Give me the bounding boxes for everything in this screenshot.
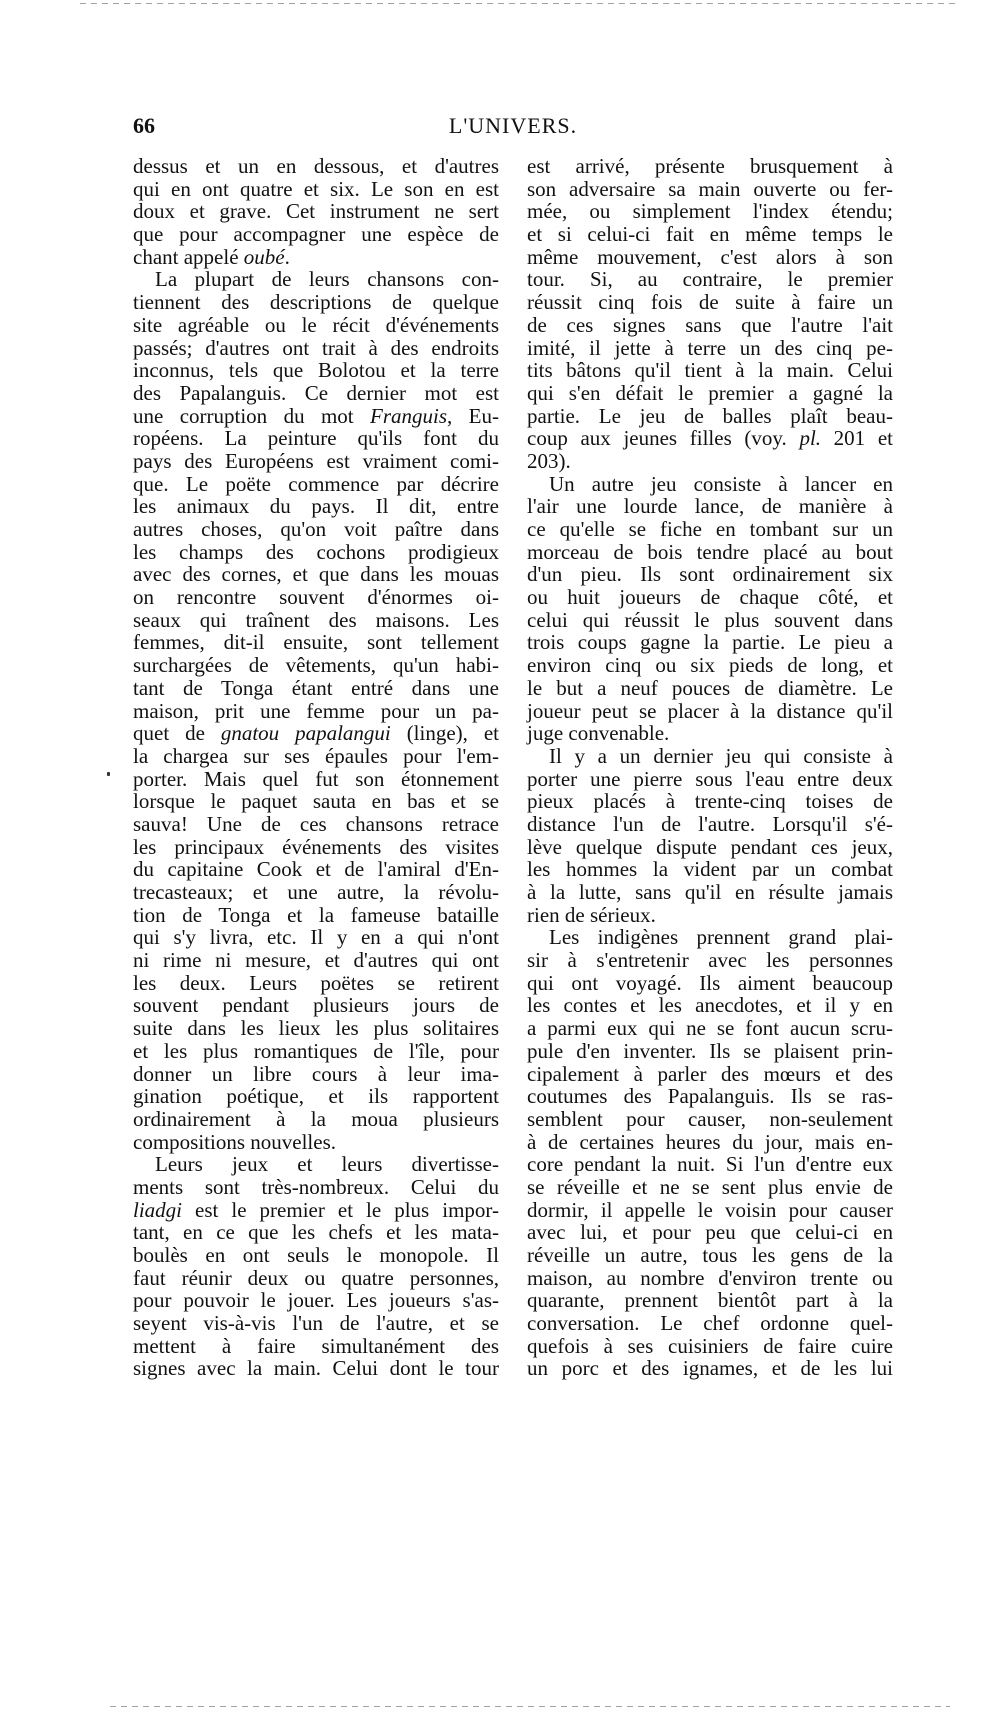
text-line [133,200,499,223]
text-line [133,700,499,723]
text-line [133,495,499,518]
text-line [527,586,893,609]
text-segment: la chargea sur ses épaules pour l'em- [133,743,499,768]
text-line [527,1176,893,1199]
text-line [133,1289,499,1312]
text-segment: seaux qui traînent des maisons. Les [133,607,499,632]
text-segment: tant de Tonga étant entré dans une [133,675,499,700]
text-line [527,904,893,927]
text-segment: sauva! Une de ces chansons retrace [133,811,499,836]
text-segment: mettent à faire simultanément des [133,1333,499,1358]
text-segment: le but a neuf pouces de diamètre. Le [527,675,893,700]
text-line [133,1153,499,1176]
text-line [133,1131,499,1154]
text-line [133,359,499,382]
text-segment: on rencontre souvent d'énormes oi- [133,585,499,610]
text-segment: à la lutte, sans qu'il en résulte jamais [527,880,893,904]
text-segment: La plupart de leurs chansons con- [155,267,499,292]
text-line [527,1131,893,1154]
text-segment: qui s'y livra, etc. Il y en a qui n'ont [133,925,499,950]
text-line [133,1267,499,1290]
text-line [527,1040,893,1063]
text-line [527,1357,893,1380]
text-line [133,382,499,405]
text-line [527,1267,893,1290]
text-line [133,450,499,473]
text-line [527,631,893,654]
text-segment: a parmi eux qui ne se font aucun scru- [527,1016,893,1041]
text-segment: même mouvement, c'est alors à son [527,244,893,269]
text-line [527,518,893,541]
text-line [133,926,499,949]
text-line [527,473,893,496]
text-line [133,268,499,291]
text-line [133,949,499,972]
text-line [527,700,893,723]
text-segment: les animaux du pays. Il dit, entre [133,494,499,519]
text-segment: quarante, prennent bientôt part à la [527,1288,893,1313]
text-line [527,1085,893,1108]
text-segment: trecasteaux; et une autre, la révolu- [133,880,499,904]
text-line [527,246,893,269]
text-segment: partie. Le jeu de balles plaît beau- [527,403,893,428]
running-head: L'UNIVERS. [448,113,578,138]
text-line [133,337,499,360]
text-segment: les hommes la vident par un combat [527,857,893,882]
text-segment: joueur peut se placer à la distance qu'il [527,698,893,723]
text-segment: Leurs jeux et leurs divertisse- [155,1152,499,1177]
text-line [527,1108,893,1131]
text-segment: coutumes des Papalanguis. Ils se ras- [527,1084,893,1109]
text-segment: et si celui-ci fait en même temps le [527,222,893,247]
text-segment: pule d'en inventer. Ils se plaisent prin- [527,1038,893,1063]
text-line [133,994,499,1017]
text-line [133,768,499,791]
text-segment: Il y a un dernier jeu qui consiste à [549,743,893,768]
text-line [133,745,499,768]
text-line [527,972,893,995]
text-line [133,654,499,677]
text-line [527,563,893,586]
text-segment: tits bâtons qu'il tient à la main. Celui [527,358,893,383]
text-segment: ou huit joueurs de chaque côté, et [527,585,893,610]
text-line [133,541,499,564]
text-segment: 201 et [821,426,893,451]
text-segment: qui ont voyagé. Ils aiment beaucoup [527,970,893,995]
text-line [527,178,893,201]
text-segment: d'un pieu. Ils sont ordinairement six [527,562,893,587]
text-line [527,1153,893,1176]
text-line [133,631,499,654]
text-segment: imité, il jette à terre un des cinq pe- [527,335,893,360]
text-segment: les champs des cochons prodigieux [133,539,499,564]
text-line [527,314,893,337]
text-line [527,722,893,745]
text-line [133,836,499,859]
text-line [527,790,893,813]
text-segment: dormir, il appelle le voisin pour causer [527,1197,893,1222]
text-segment: est le premier et le plus impor- [182,1197,499,1222]
italic-text: oubé [243,244,285,269]
text-line [133,858,499,881]
text-segment: morceau de bois tendre placé au bout [527,539,893,564]
text-line [133,722,499,745]
text-segment: dessus et un en dessous, et d'autres [133,154,499,178]
text-line [527,1221,893,1244]
text-line [133,291,499,314]
text-segment: quefois à ses cuisiniers de faire cuire [527,1333,893,1358]
text-line [133,1335,499,1358]
text-line [133,972,499,995]
text-segment: ordinairement à la moua plusieurs [133,1106,499,1131]
text-segment: gination poétique, et ils rapportent [133,1084,499,1109]
text-segment: se réveille et ne se sent plus envie de [527,1174,893,1199]
text-segment: . [284,244,290,269]
text-line [133,314,499,337]
italic-text: gnatou papalangui [220,721,391,746]
text-line [133,790,499,813]
text-segment: et les plus romantiques de l'île, pour [133,1038,499,1063]
text-line [527,609,893,632]
text-line [133,1221,499,1244]
text-segment: seyent vis-à-vis l'un de l'autre, et se [133,1311,499,1336]
text-line [133,246,499,269]
text-line [527,405,893,428]
scan-border-top [80,3,960,4]
text-segment: celui qui réussit le plus souvent dans [527,607,893,632]
italic-text: Franguis [370,403,448,428]
text-line [527,813,893,836]
text-segment: femmes, dit-il ensuite, sont tellement [133,630,499,655]
text-line [133,1017,499,1040]
text-segment: porter une pierre sous l'eau entre deux [527,766,893,791]
text-segment: les deux. Leurs poëtes se retirent [133,970,499,995]
text-line [527,223,893,246]
text-segment: ments sont très-nombreux. Celui du [133,1174,499,1199]
text-line [527,291,893,314]
text-segment: du capitaine Cook et de l'amiral d'En- [133,857,499,882]
italic-text: pl. [799,426,822,451]
text-line [133,223,499,246]
text-line [527,1017,893,1040]
text-segment: core pendant la nuit. Si l'un d'entre eux [527,1152,893,1177]
page-number: 66 [133,113,155,138]
text-segment: signes avec la main. Celui dont le tour [133,1356,499,1381]
text-segment: que pour accompagner une espèce de [133,222,499,247]
text-segment: de ces signes sans que l'autre l'ait [527,312,893,337]
text-line [527,1312,893,1335]
text-segment: sir à s'entretenir avec les personnes [527,948,893,973]
text-segment: rien de sérieux. [527,902,656,927]
text-segment: environ cinq ou six pieds de long, et [527,653,893,678]
text-segment: les principaux événements des visites [133,834,499,859]
text-line [133,881,499,904]
text-segment: coup aux jeunes filles (voy. [527,426,800,451]
text-segment: quet de [133,721,221,746]
text-column-left [133,155,499,1380]
text-segment: pour pouvoir le jouer. Les joueurs s'as- [133,1288,499,1313]
text-column-right [527,155,893,1380]
text-line [527,359,893,382]
text-segment: passés; d'autres ont trait à des endroits [133,335,499,360]
text-line [133,427,499,450]
text-segment: tour. Si, au contraire, le premier [527,267,893,292]
text-line [527,155,893,178]
text-line [133,1063,499,1086]
text-line [133,1085,499,1108]
text-line [527,495,893,518]
text-line [527,836,893,859]
text-line [527,337,893,360]
scan-border-bottom [110,1706,950,1707]
text-line [527,1289,893,1312]
text-segment: maison, prit une femme pour un pa- [133,698,499,723]
text-segment: les contes et les anecdotes, et il y en [527,993,893,1018]
text-segment: pieux placés à trente-cinq toises de [527,789,893,814]
text-segment: lève quelque dispute pendant ces jeux, [527,834,893,859]
text-segment: lorsque le paquet sauta en bas et se [133,789,499,814]
text-segment: chant appelé [133,244,244,269]
text-line [527,745,893,768]
text-segment: faut réunir deux ou quatre personnes, [133,1265,499,1290]
text-line [133,1199,499,1222]
text-line [527,768,893,791]
text-line [527,949,893,972]
text-line [133,609,499,632]
text-line [133,178,499,201]
text-line [133,518,499,541]
text-segment: (linge), et [390,721,499,746]
text-line [133,155,499,178]
text-segment: l'air une lourde lance, de manière à [527,494,893,519]
text-line [133,1357,499,1380]
text-segment: ropéens. La peinture qu'ils font du [133,426,499,451]
text-line [133,473,499,496]
text-segment: suite dans les lieux les plus solitaires [133,1016,499,1041]
text-segment: réveille un autre, tous les gens de la [527,1243,893,1267]
text-line [133,563,499,586]
text-segment: surchargées de vêtements, qu'un habi- [133,653,499,678]
text-line [527,1063,893,1086]
text-segment: conversation. Le chef ordonne quel- [527,1311,893,1336]
text-line [527,1335,893,1358]
text-segment: est arrivé, présente brusquement à [527,154,893,178]
text-line [527,427,893,450]
text-line [527,200,893,223]
text-line [133,1244,499,1267]
text-line [527,1244,893,1267]
text-segment: que. Le poëte commence par décrire [133,471,499,496]
text-line [527,541,893,564]
text-line [527,926,893,949]
text-segment: à de certaines heures du jour, mais en- [527,1129,893,1154]
text-segment: , Eu- [447,403,500,428]
text-segment: tion de Tonga et la fameuse bataille [133,902,499,927]
text-segment: porter. Mais quel fut son étonnement [133,766,499,791]
text-segment: tiennent des descriptions de quelque [133,290,499,315]
text-line [527,450,893,473]
text-segment: tant, en ce que les chefs et les mata- [133,1220,499,1245]
text-line [133,904,499,927]
italic-text: liadgi [133,1197,183,1222]
text-line [133,405,499,428]
text-line [133,1312,499,1335]
text-line [133,813,499,836]
text-segment: cipalement à parler des mœurs et des [527,1061,893,1086]
text-segment: donner un libre cours à leur ima- [133,1061,499,1086]
text-segment: souvent pendant plusieurs jours de [133,993,499,1018]
text-line [133,1108,499,1131]
text-segment: avec lui, et pour peu que celui-ci en [527,1220,893,1245]
text-segment: ni rime ni mesure, et d'autres qui ont [133,948,499,973]
text-segment: ce qu'elle se fiche en tombant sur un [527,517,893,541]
text-line [527,382,893,405]
text-segment: mée, ou simplement l'index étendu; [527,199,893,224]
text-segment: autres choses, qu'on voit paître dans [133,517,499,541]
text-line [527,994,893,1017]
text-line [527,858,893,881]
text-line [527,268,893,291]
text-segment: 203). [527,448,571,473]
scan-speck [107,772,110,776]
text-line [133,586,499,609]
text-segment: des Papalanguis. Ce dernier mot est [133,380,499,405]
text-line [527,677,893,700]
text-line [527,881,893,904]
text-line [133,1176,499,1199]
text-segment: boulès en ont seuls le monopole. Il [133,1243,499,1267]
text-segment: semblent pour causer, non-seulement [527,1106,893,1131]
text-segment: un porc et des ignames, et de les lui [527,1356,893,1381]
text-line [133,1040,499,1063]
text-segment: pays des Européens est vraiment comi- [133,448,499,473]
text-segment: maison, au nombre d'environ trente ou [527,1265,893,1290]
text-segment: réussit cinq fois de suite à faire un [527,290,893,315]
text-segment: doux et grave. Cet instrument ne sert [133,199,499,224]
text-line [527,1199,893,1222]
text-segment: site agréable ou le récit d'événements [133,312,499,337]
text-segment: qui s'en défait le premier a gagné la [527,380,893,405]
text-segment: Un autre jeu consiste à lancer en [549,471,893,496]
text-segment: Les indigènes prennent grand plai- [549,925,893,950]
text-segment: son adversaire sa main ouverte ou fer- [527,176,893,201]
text-segment: avec des cornes, et que dans les mouas [133,562,499,587]
text-line [133,677,499,700]
text-segment: inconnus, tels que Bolotou et la terre [133,358,499,383]
text-segment: compositions nouvelles. [133,1129,336,1154]
text-segment: juge convenable. [527,721,670,746]
text-segment: qui en ont quatre et six. Le son en est [133,176,499,201]
text-line [527,654,893,677]
text-segment: une corruption du mot [133,403,371,428]
text-segment: distance l'un de l'autre. Lorsqu'il s'é- [527,811,893,836]
text-segment: trois coups gagne la partie. Le pieu a [527,630,893,655]
